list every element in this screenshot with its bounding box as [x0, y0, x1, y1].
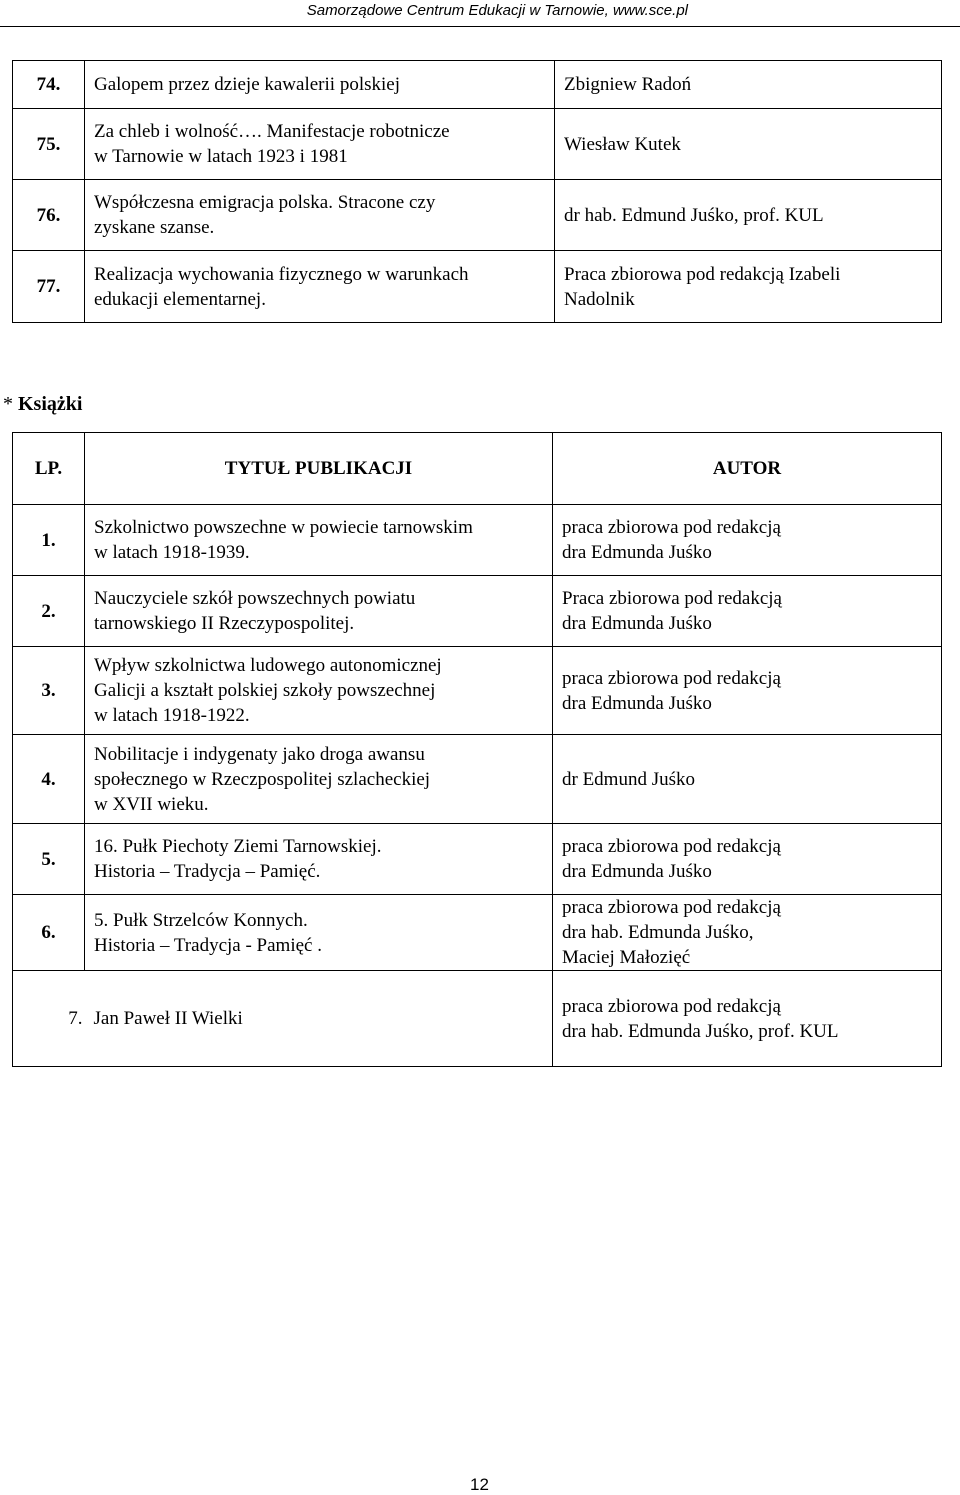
row-number: 77.	[13, 251, 85, 323]
asterisk: *	[3, 393, 13, 415]
row-author: praca zbiorowa pod redakcją dra Edmunda Juśko	[553, 824, 942, 895]
row-author: praca zbiorowa pod redakcją dra Edmunda Juśko	[553, 647, 942, 735]
table-row	[13, 505, 942, 576]
table-row	[13, 895, 942, 971]
row-number: 5.	[13, 824, 85, 895]
books-table	[12, 432, 942, 1067]
row-title: Wpływ szkolnictwa ludowego autonomicznej Galicji a kształt polskiej szkoły powszechnej w latach 1918-1922.	[85, 647, 553, 735]
books-heading: Książki	[18, 393, 83, 415]
row-title: Za chleb i wolność…. Manifestacje robotnicze w Tarnowie w latach 1923 i 1981	[85, 109, 555, 180]
header-author: AUTOR	[553, 433, 942, 505]
row-number: 74.	[13, 61, 85, 109]
row-number: 7.	[13, 971, 85, 1067]
table-row	[13, 61, 942, 109]
header-row	[13, 433, 942, 505]
row-author: Praca zbiorowa pod redakcją dra Edmunda Juśko	[553, 576, 942, 647]
row-title: Nauczyciele szkół powszechnych powiatu tarnowskiego II Rzeczypospolitej.	[85, 576, 553, 647]
row-title: Współczesna emigracja polska. Stracone czy zyskane szanse.	[85, 180, 555, 251]
row-author: praca zbiorowa pod redakcją dra hab. Edmunda Juśko, Maciej Małozięć	[553, 895, 942, 971]
table-row	[13, 824, 942, 895]
header-lp: LP.	[13, 433, 85, 505]
table-row	[13, 251, 942, 323]
table-row	[13, 180, 942, 251]
header-rule	[0, 26, 960, 27]
table-row	[13, 576, 942, 647]
row-number: 4.	[13, 735, 85, 824]
page-header: Samorządowe Centrum Edukacji w Tarnowie, www.sce.pl	[306, 2, 688, 19]
row-number: 1.	[13, 505, 85, 576]
table-row	[13, 735, 942, 824]
row-title: Jan Paweł II Wielki	[85, 971, 553, 1067]
row-number: 2.	[13, 576, 85, 647]
row-title: Galopem przez dzieje kawalerii polskiej	[85, 61, 555, 109]
row-number: 3.	[13, 647, 85, 735]
row-author: dr Edmund Juśko	[553, 735, 942, 824]
row-title: Nobilitacje i indygenaty jako droga awansu społecznego w Rzeczpospolitej szlacheckiej w XVII wieku.	[85, 735, 553, 824]
row-title: Realizacja wychowania fizycznego w warunkach edukacji elementarnej.	[85, 251, 555, 323]
page-number: 12	[470, 1475, 489, 1494]
row-author: Wiesław Kutek	[555, 109, 942, 180]
row-number: 75.	[13, 109, 85, 180]
row-author: Zbigniew Radoń	[555, 61, 942, 109]
row-title: 5. Pułk Strzelców Konnych. Historia – Tradycja - Pamięć .	[85, 895, 553, 971]
header-title: TYTUŁ PUBLIKACJI	[85, 433, 553, 505]
publications-table-continued	[12, 60, 942, 323]
table-row	[13, 109, 942, 180]
row-author: dr hab. Edmund Juśko, prof. KUL	[555, 180, 942, 251]
publications-table-body	[13, 61, 942, 323]
row-title: 16. Pułk Piechoty Ziemi Tarnowskiej. Historia – Tradycja – Pamięć.	[85, 824, 553, 895]
table-row	[13, 971, 942, 1067]
books-section-label	[3, 393, 82, 416]
row-title: Szkolnictwo powszechne w powiecie tarnowskim w latach 1918-1939.	[85, 505, 553, 576]
row-author: Praca zbiorowa pod redakcją Izabeli Nadolnik	[555, 251, 942, 323]
row-number: 6.	[13, 895, 85, 971]
table-row	[13, 647, 942, 735]
row-author: praca zbiorowa pod redakcją dra Edmunda Juśko	[553, 505, 942, 576]
row-author: praca zbiorowa pod redakcją dra hab. Edmunda Juśko, prof. KUL	[553, 971, 942, 1067]
row-number: 76.	[13, 180, 85, 251]
books-table-body	[13, 433, 942, 1067]
